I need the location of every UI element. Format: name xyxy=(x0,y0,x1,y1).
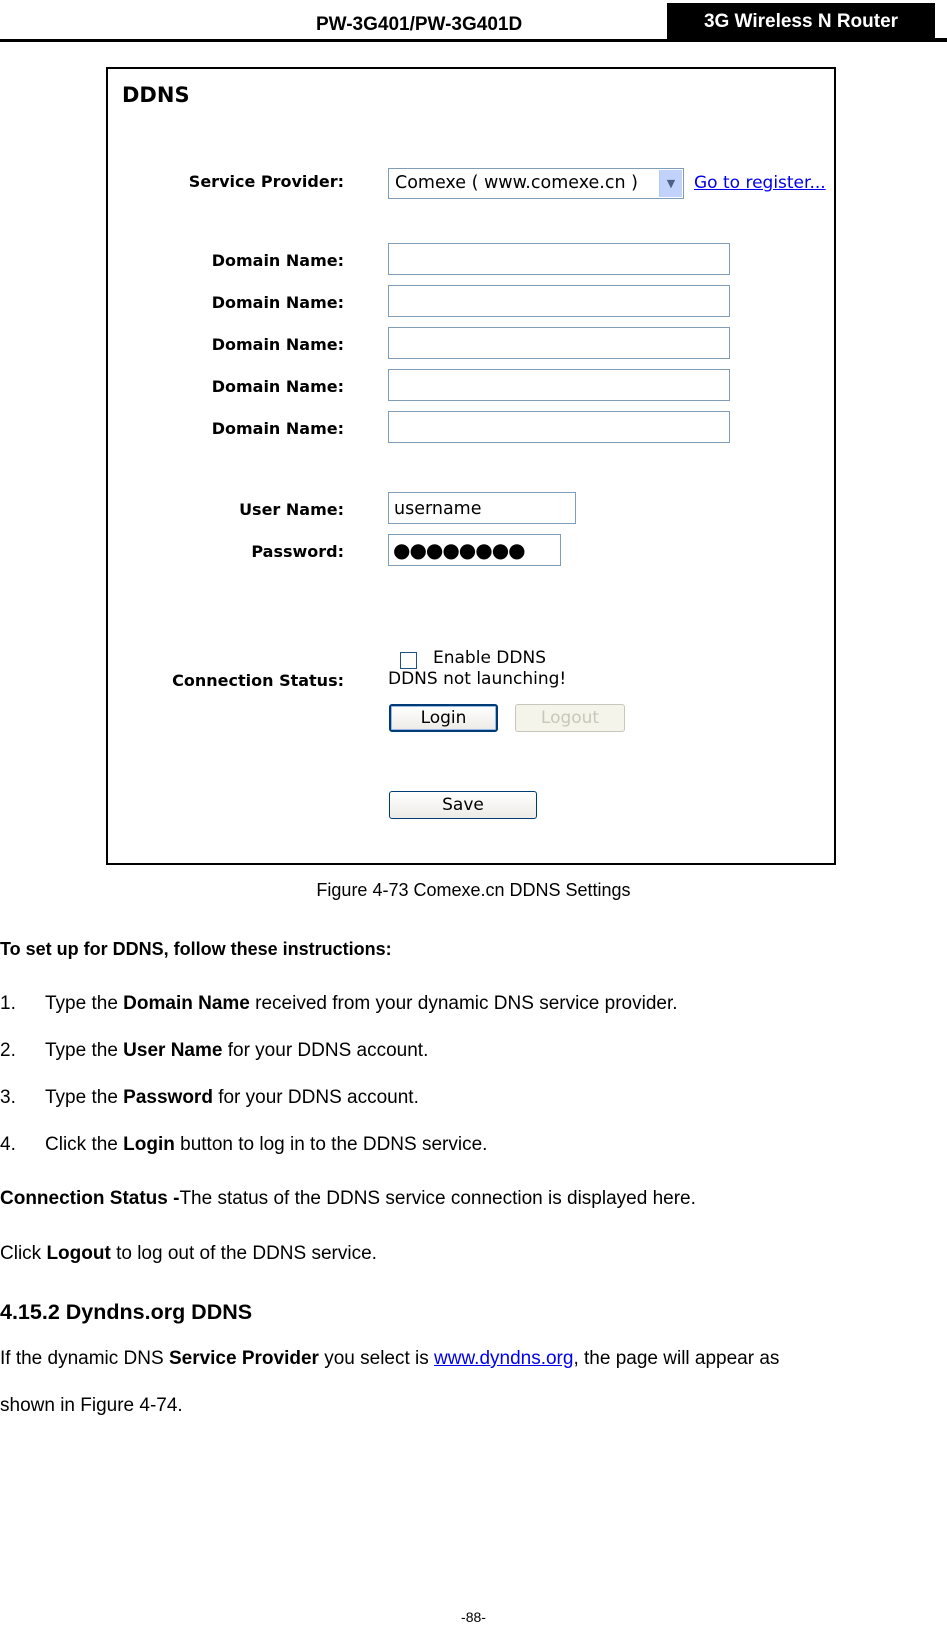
chevron-down-icon[interactable]: ▼ xyxy=(659,170,682,197)
domain-name-input-3[interactable] xyxy=(388,327,730,359)
step-text: Type the User Name for your DDNS account. xyxy=(45,1040,429,1061)
step-number: 2. xyxy=(0,1040,16,1061)
go-to-register-link[interactable]: Go to register... xyxy=(694,173,826,193)
step-text: Type the Domain Name received from your dynamic DNS service provider. xyxy=(45,993,678,1014)
header-rule-corner xyxy=(935,38,947,40)
service-provider-label: Service Provider: xyxy=(188,172,344,191)
domain-name-label-1: Domain Name: xyxy=(211,251,344,270)
domain-name-label-2: Domain Name: xyxy=(211,293,344,312)
login-button[interactable]: Login xyxy=(389,704,498,732)
dyndns-paragraph: If the dynamic DNS Service Provider you select is www.dyndns.org, the page will appear as xyxy=(0,1348,780,1369)
page-number: -88- xyxy=(461,1609,486,1625)
domain-name-input-1[interactable] xyxy=(388,243,730,275)
domain-name-input-2[interactable] xyxy=(388,285,730,317)
step-number: 4. xyxy=(0,1134,16,1155)
dyndns-link[interactable]: www.dyndns.org xyxy=(434,1348,574,1369)
connection-status-label: Connection Status: xyxy=(172,671,344,690)
ddns-title: DDNS xyxy=(122,83,190,107)
step-text: Click the Login button to log in to the DDNS service. xyxy=(45,1134,488,1155)
service-provider-value: Comexe ( www.comexe.cn ) xyxy=(395,173,638,193)
connection-status-value: DDNS not launching! xyxy=(388,669,567,689)
figure-caption: Figure 4-73 Comexe.cn DDNS Settings xyxy=(316,880,631,900)
logout-button[interactable]: Logout xyxy=(515,704,625,732)
logout-paragraph: Click Logout to log out of the DDNS service. xyxy=(0,1243,377,1264)
password-label: Password: xyxy=(251,542,344,561)
user-name-label: User Name: xyxy=(239,500,344,519)
domain-name-label-4: Domain Name: xyxy=(211,377,344,396)
header-product-tab: 3G Wireless N Router xyxy=(667,3,935,40)
domain-name-label-3: Domain Name: xyxy=(211,335,344,354)
password-input[interactable] xyxy=(388,534,561,566)
dyndns-paragraph-line2: shown in Figure 4-74. xyxy=(0,1395,183,1416)
domain-name-input-5[interactable] xyxy=(388,411,730,443)
enable-ddns-checkbox[interactable] xyxy=(400,652,417,669)
instructions-heading: To set up for DDNS, follow these instructions: xyxy=(0,939,392,959)
save-button[interactable]: Save xyxy=(389,791,537,819)
section-heading: 4.15.2 Dyndns.org DDNS xyxy=(0,1300,253,1324)
header-rule xyxy=(0,39,947,42)
user-name-value: username xyxy=(394,499,482,519)
ddns-settings-figure xyxy=(106,67,836,865)
service-provider-select[interactable] xyxy=(388,168,684,199)
domain-name-input-4[interactable] xyxy=(388,369,730,401)
step-text: Type the Password for your DDNS account. xyxy=(45,1087,419,1108)
password-mask: ●●●●●●●● xyxy=(393,538,525,562)
step-number: 3. xyxy=(0,1087,16,1108)
connection-status-paragraph: Connection Status -The status of the DDNS service connection is displayed here. xyxy=(0,1188,696,1209)
header-model: PW-3G401/PW-3G401D xyxy=(316,14,523,35)
step-number: 1. xyxy=(0,993,16,1014)
user-name-input[interactable] xyxy=(388,492,576,524)
domain-name-label-5: Domain Name: xyxy=(211,419,344,438)
enable-ddns-label: Enable DDNS xyxy=(433,648,546,668)
